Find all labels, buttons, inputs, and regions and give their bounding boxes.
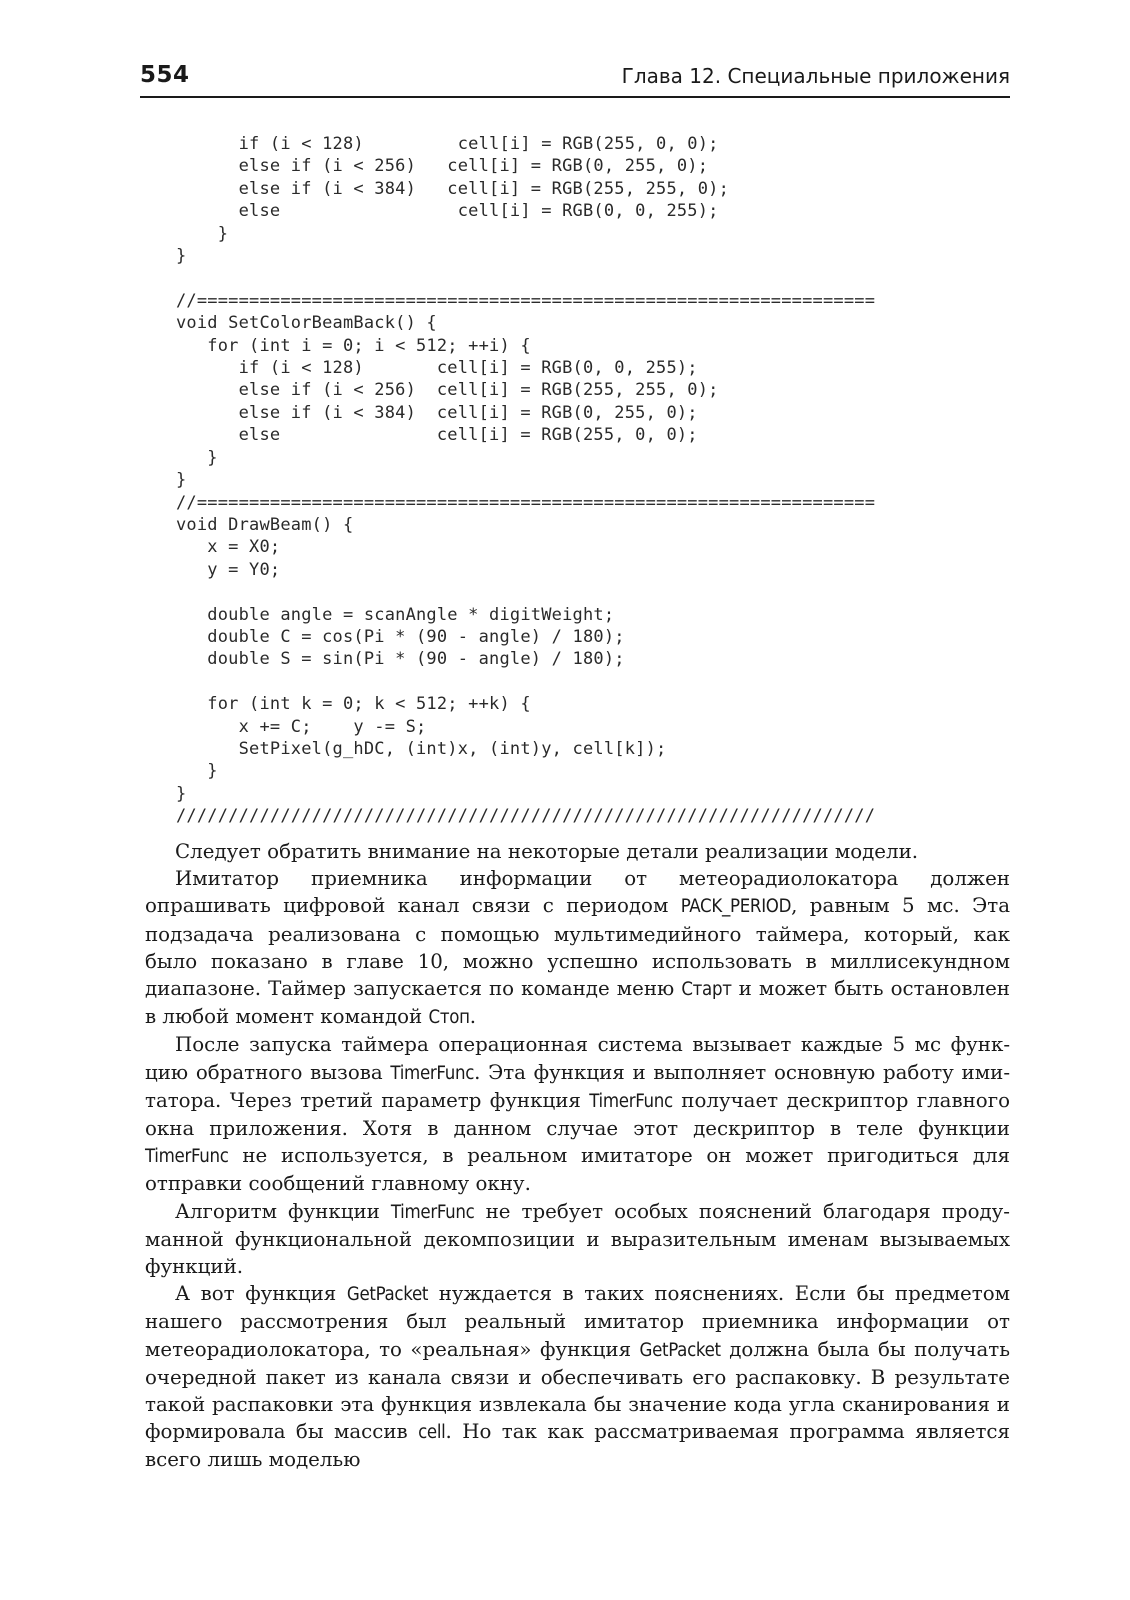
code-line: if (i < 128) cell[i] = RGB(0, 0, 255); bbox=[176, 358, 698, 379]
text-run: Следует обратить внимание на некоторые детали реализации модели. bbox=[175, 840, 919, 863]
inline-code: GetPacket bbox=[346, 1284, 429, 1306]
text-run: не используется, в реальном имитаторе он может пригодиться для отправки сообщений главному окну. bbox=[145, 1144, 1010, 1196]
code-line: else if (i < 384) cell[i] = RGB(0, 255, 0); bbox=[176, 402, 698, 423]
code-line: /////////////////////////////////////////////////////////////////// bbox=[176, 806, 876, 827]
inline-code: GetPacket bbox=[639, 1339, 721, 1361]
inline-code: Старт bbox=[681, 979, 732, 1001]
code-line: } bbox=[176, 470, 187, 491]
text-run: и может быть остановлен в любой момент командой bbox=[145, 977, 1010, 1029]
page-number: 554 bbox=[140, 62, 190, 88]
paragraph bbox=[145, 1280, 1010, 1473]
code-line: } bbox=[176, 223, 229, 244]
code-line: double C = cos(Pi * (90 - angle) / 180); bbox=[176, 626, 625, 647]
paragraph bbox=[145, 1198, 1010, 1281]
text-run: Имитатор приемника информации от метеорадиолокатора должен опрашивать цифровой канал связи с периодом bbox=[145, 867, 1010, 918]
text-run: получает дескриптор главного окна приложения. Хотя в данном случае этот дескриптор в теле функции bbox=[145, 1088, 1010, 1141]
code-line: SetPixel(g_hDC, (int)x, (int)y, cell[k]); bbox=[176, 738, 667, 759]
text-run: . bbox=[469, 1005, 476, 1029]
inline-code: Стоп bbox=[428, 1007, 470, 1029]
code-line: x = X0; bbox=[176, 537, 281, 558]
code-line: for (int i = 0; i < 512; ++i) { bbox=[176, 335, 531, 356]
text-run: . Эта функция и выполняет основную работу имитатора. Через третий параметр функция bbox=[145, 1060, 1010, 1112]
paragraph bbox=[145, 865, 1010, 1031]
code-line: else cell[i] = RGB(255, 0, 0); bbox=[176, 425, 698, 446]
code-line: double S = sin(Pi * (90 - angle) / 180); bbox=[176, 649, 625, 670]
code-line: } bbox=[176, 447, 218, 468]
text-run: нуждается в таких пояснениях. Если бы предметом нашего рассмотрения был реальный имитатор приемника информации от метеорадиолокатора, то «реальная» функция bbox=[145, 1282, 1010, 1361]
code-line: if (i < 128) cell[i] = RGB(255, 0, 0); bbox=[176, 134, 719, 154]
code-line: else if (i < 384) cell[i] = RGB(255, 255, 0); bbox=[176, 178, 730, 199]
text-run: А вот функция bbox=[175, 1282, 347, 1306]
code-line: void DrawBeam() { bbox=[176, 514, 354, 535]
chapter-title: Глава 12. Специальные приложения bbox=[621, 64, 1010, 88]
code-line: y = Y0; bbox=[176, 559, 281, 580]
code-line: for (int k = 0; k < 512; ++k) { bbox=[176, 694, 531, 715]
code-line: } bbox=[176, 761, 218, 782]
text-run: , равным 5 мс. Эта подзадача реализована с помощью мультимедийного таймера, который, как было показано в главе 10, можно успешно использовать в миллисекундном диапазоне. Таймер запускается по команде меню bbox=[145, 894, 1010, 1001]
text-run: . Но так как рассматриваемая программа является всего лишь моделью bbox=[145, 1420, 1010, 1472]
text-run: После запуска таймера операционная система вызывает каждые 5 мс функцию обратного вызова bbox=[145, 1033, 1010, 1084]
text-run: Алгоритм функции bbox=[175, 1199, 391, 1223]
text-run: не требует особых пояснений благодаря продуманной функциональной декомпозиции и выразительным именам вызываемых функций. bbox=[145, 1199, 1010, 1279]
code-line: double angle = scanAngle * digitWeight; bbox=[176, 604, 615, 625]
inline-code: TimerFunc bbox=[390, 1062, 475, 1084]
inline-code: TimerFunc bbox=[589, 1090, 673, 1112]
code-line: else if (i < 256) cell[i] = RGB(0, 255, 0); bbox=[176, 156, 709, 177]
code-line: else cell[i] = RGB(0, 0, 255); bbox=[176, 201, 719, 222]
code-line: else if (i < 256) cell[i] = RGB(255, 255, 0); bbox=[176, 380, 719, 401]
code-line: //================================================================= bbox=[176, 492, 876, 513]
inline-code: cell bbox=[418, 1422, 446, 1444]
paragraph bbox=[145, 838, 1010, 865]
code-line: } bbox=[176, 246, 187, 267]
text-run: должна была бы получать очередной пакет из канала связи и обеспечивать его распаковку. В результате такой распаковки эта функция извлекала бы значение кода угла сканирования и формировала бы массив bbox=[145, 1337, 1010, 1444]
inline-code: TimerFunc bbox=[390, 1201, 475, 1223]
body-text bbox=[145, 838, 1010, 1474]
inline-code: PACK_PERIOD bbox=[680, 896, 792, 918]
code-line: void SetColorBeamBack() { bbox=[176, 313, 437, 334]
code-line: x += C; y -= S; bbox=[176, 716, 427, 737]
code-listing bbox=[176, 133, 875, 828]
code-line: } bbox=[176, 783, 187, 804]
code-line: //================================================================= bbox=[176, 290, 876, 311]
inline-code: TimerFunc bbox=[145, 1146, 229, 1168]
paragraph bbox=[145, 1031, 1010, 1197]
page-header bbox=[140, 60, 1010, 98]
